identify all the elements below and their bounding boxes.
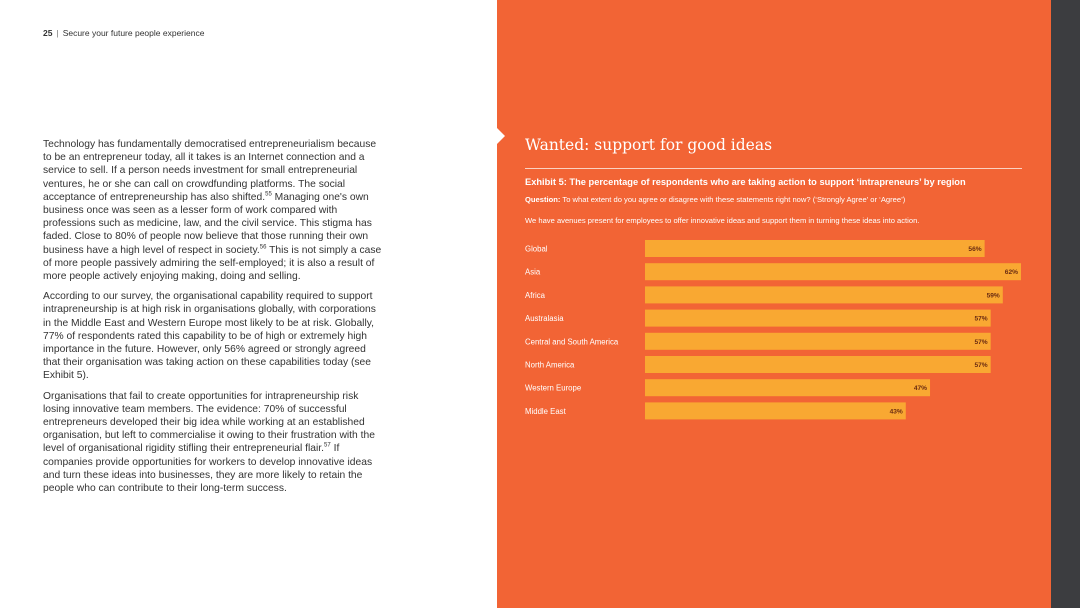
category-label-north-america: North America bbox=[525, 360, 575, 370]
page-edge-strip bbox=[1051, 0, 1080, 608]
category-label-middle-east: Middle East bbox=[525, 406, 566, 416]
bar-central-and-south-america bbox=[645, 333, 991, 350]
paragraph-3-part-b: If companies provide opportunities for workers to develop innovative ideas and turn these ideas into businesses, they are more likely to retain the people who can contribute to their long-term success. bbox=[43, 443, 373, 495]
value-label-australasia: 57% bbox=[974, 315, 988, 323]
left-page bbox=[0, 0, 497, 608]
paragraph-1-part-c: This is not simply a case of more people passively admiring the self-employed; it is also a result of more people actively enjoying making, doing and selling. bbox=[43, 244, 382, 283]
paragraph-2: According to our survey, the organisational capability required to support intrapreneurship is at high risk in organisations globally, with corporations in the Middle East and Western Europe most likely to be at risk. Globally, 77% of respondents rated this capability to be of high or extremely high importance in the future. However, only 56% agreed or strongly agreed that their organisation was taking action on these capabilities today (see Exhibit 5). bbox=[43, 291, 376, 382]
bar-chart bbox=[497, 0, 1051, 608]
bar-asia bbox=[645, 263, 1021, 280]
header-title: Secure your future people experience bbox=[62, 28, 205, 38]
bar-africa bbox=[645, 286, 1003, 303]
paragraph-1-part-a: Technology has fundamentally democratised entrepreneurialism because to be an entrepreneur today, all it takes is an Internet connection and a service to sell. If a person needs investment for small entrepreneurial ventures, he or she can call on crowdfunding platforms. The social acceptance of entrepreneurship has also shifted. bbox=[43, 139, 377, 203]
category-label-global: Global bbox=[525, 244, 548, 254]
question-text: To what extent do you agree or disagree with these statements right now? (‘Strongly Agree’ or ‘Agree’) bbox=[560, 195, 906, 204]
category-label-australasia: Australasia bbox=[525, 314, 564, 324]
value-label-western-europe: 47% bbox=[913, 385, 928, 393]
footnote-ref-57: 57 bbox=[324, 443, 331, 450]
category-label-central-and-south-america: Central and South America bbox=[525, 337, 619, 347]
survey-statement: We have avenues present for employees to offer innovative ideas and support them in turning these ideas into action. bbox=[525, 216, 920, 225]
page-header bbox=[43, 28, 204, 38]
value-label-north-america: 57% bbox=[974, 362, 988, 369]
paragraph-1 bbox=[43, 138, 383, 283]
value-label-africa: 59% bbox=[986, 292, 1000, 300]
value-label-asia: 62% bbox=[1004, 269, 1018, 277]
page-number: 25 bbox=[43, 28, 53, 38]
body-text bbox=[43, 138, 383, 502]
value-label-middle-east: 43% bbox=[889, 408, 903, 416]
paragraph-3-part-a: Organisations that fail to create opportunities for intrapreneurship risk losing innovative team members. The evidence: 70% of successful entrepreneurs developed their big idea while working at an established organisation, but left to commercialise it owing to their frustration with the level of organisational rigidity stifling their entrepreneurial flair. bbox=[43, 390, 375, 455]
value-label-central-and-south-america: 57% bbox=[974, 338, 988, 346]
bar-western-europe bbox=[645, 379, 930, 396]
paragraph-3 bbox=[43, 390, 383, 496]
value-label-global: 56% bbox=[968, 246, 982, 253]
header-separator: | bbox=[56, 28, 59, 38]
exhibit-panel bbox=[497, 0, 1051, 608]
panel-title: Wanted: support for good ideas bbox=[525, 136, 773, 154]
category-label-western-europe: Western Europe bbox=[525, 383, 582, 393]
footnote-ref-55: 55 bbox=[265, 191, 272, 198]
bar-middle-east bbox=[645, 402, 906, 419]
category-label-africa: Africa bbox=[525, 290, 545, 300]
bar-global bbox=[645, 240, 985, 257]
bar-north-america bbox=[645, 356, 991, 373]
paragraph-1-part-b: Managing one's own business once was seen as a lesser form of work compared with professions such as medicine, law, and the civil service. This stigma has faded. Close to 80% of people now believe that those running their own business have a high level of respect in society. bbox=[43, 191, 372, 256]
exhibit-title: Exhibit 5: The percentage of respondents who are taking action to support ‘intrapreneurs’ by region bbox=[525, 177, 966, 187]
footnote-ref-56: 56 bbox=[259, 244, 267, 251]
bar-australasia bbox=[645, 310, 991, 327]
category-label-asia: Asia bbox=[525, 267, 541, 277]
question-label: Question: bbox=[525, 195, 561, 204]
